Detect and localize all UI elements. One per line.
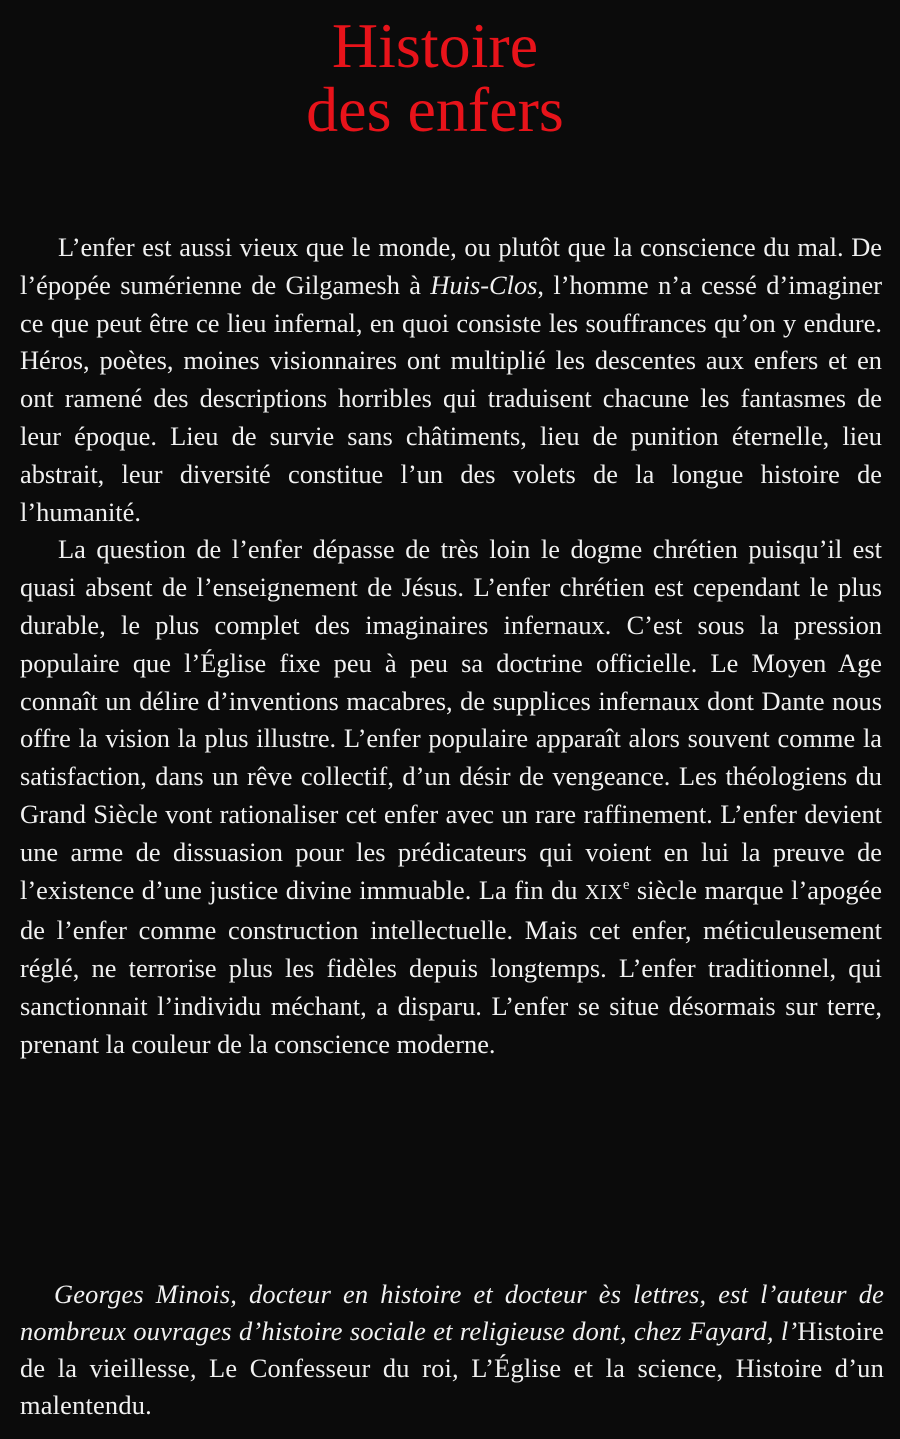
century-suffix: e <box>622 876 630 893</box>
work-title-1: Histoire de la vieillesse <box>20 1316 884 1383</box>
work-title-4: Histoire d’un malentendu <box>20 1353 884 1420</box>
work-title-3: L’Église et la science <box>471 1353 717 1383</box>
author-paragraph <box>20 1276 884 1424</box>
title-line-2: des enfers <box>306 74 564 145</box>
work-title-2: Le Confesseur du roi <box>209 1353 452 1383</box>
author-sep-1: , <box>189 1353 210 1383</box>
author-sep-2: , <box>452 1353 472 1383</box>
author-note <box>20 1276 884 1424</box>
century-numeral: XIX <box>584 881 623 904</box>
book-title <box>0 10 870 145</box>
author-intro: Georges Minois, docteur en histoire et docteur ès lettres, est l’auteur de nombreux ouvrages d’histoire sociale et religieuse dont, chez Fayard, l’ <box>20 1279 884 1346</box>
title-line-1: Histoire <box>331 10 539 81</box>
blurb-paragraph-2 <box>20 531 882 1063</box>
blurb-paragraph-1 <box>20 229 882 531</box>
p2-text-b: siècle marque l’apogée de l’enfer comme construction intellectuelle. Mais cet enfer, méticuleusement réglé, ne terrorise plus les fidèles depuis longtemps. L’enfer traditionnel, qui sanctionnait l’individu méchant, a disparu. L’enfer se situe désormais sur terre, prenant la couleur de la conscience moderne. <box>20 874 882 1059</box>
author-end: . <box>145 1390 152 1420</box>
author-sep-3: , <box>716 1353 736 1383</box>
blurb <box>20 229 882 1064</box>
p2-text-a: La question de l’enfer dépasse de très loin le dogme chrétien puisqu’il est quasi absent de l’enseignement de Jésus. L’enfer chrétien est cependant le plus durable, le plus complet des imaginaires infernaux. C’est sous la pression populaire que l’Église fixe peu à peu sa doctrine officielle. Le Moyen Age connaît un délire d’inventions macabres, de supplices infernaux dont Dante nous offre la vision la plus illustre. L’enfer populaire apparaît alors souvent comme la satisfaction, dans un rêve collectif, d’un désir de vengeance. Les théologiens du Grand Siècle vont rationaliser cet enfer avec un rare raffinement. L’enfer devient une arme de dissuasion pour les prédicateurs qui voient en lui la preuve de l’existence d’une justice divine immuable. La fin du <box>20 534 882 905</box>
p1-italic-title: Huis-Clos <box>430 269 538 300</box>
p1-text-b: , l’homme n’a cessé d’imaginer ce que peut être ce lieu infernal, en quoi consiste les souffrances qu’on y endure. Héros, poètes, moines visionnaires ont multiplié les descentes aux enfers et en ont ramené des descriptions horribles qui traduisent chacune les fantasmes de leur époque. Lieu de survie sans châtiments, lieu de punition éternelle, lieu abstrait, leur diversité constitue l’un des volets de la longue histoire de l’humanité. <box>20 269 882 527</box>
p1-text-a: L’enfer est aussi vieux que le monde, ou plutôt que la conscience du mal. De l’épopée sumérienne de Gilgamesh à <box>20 232 882 300</box>
